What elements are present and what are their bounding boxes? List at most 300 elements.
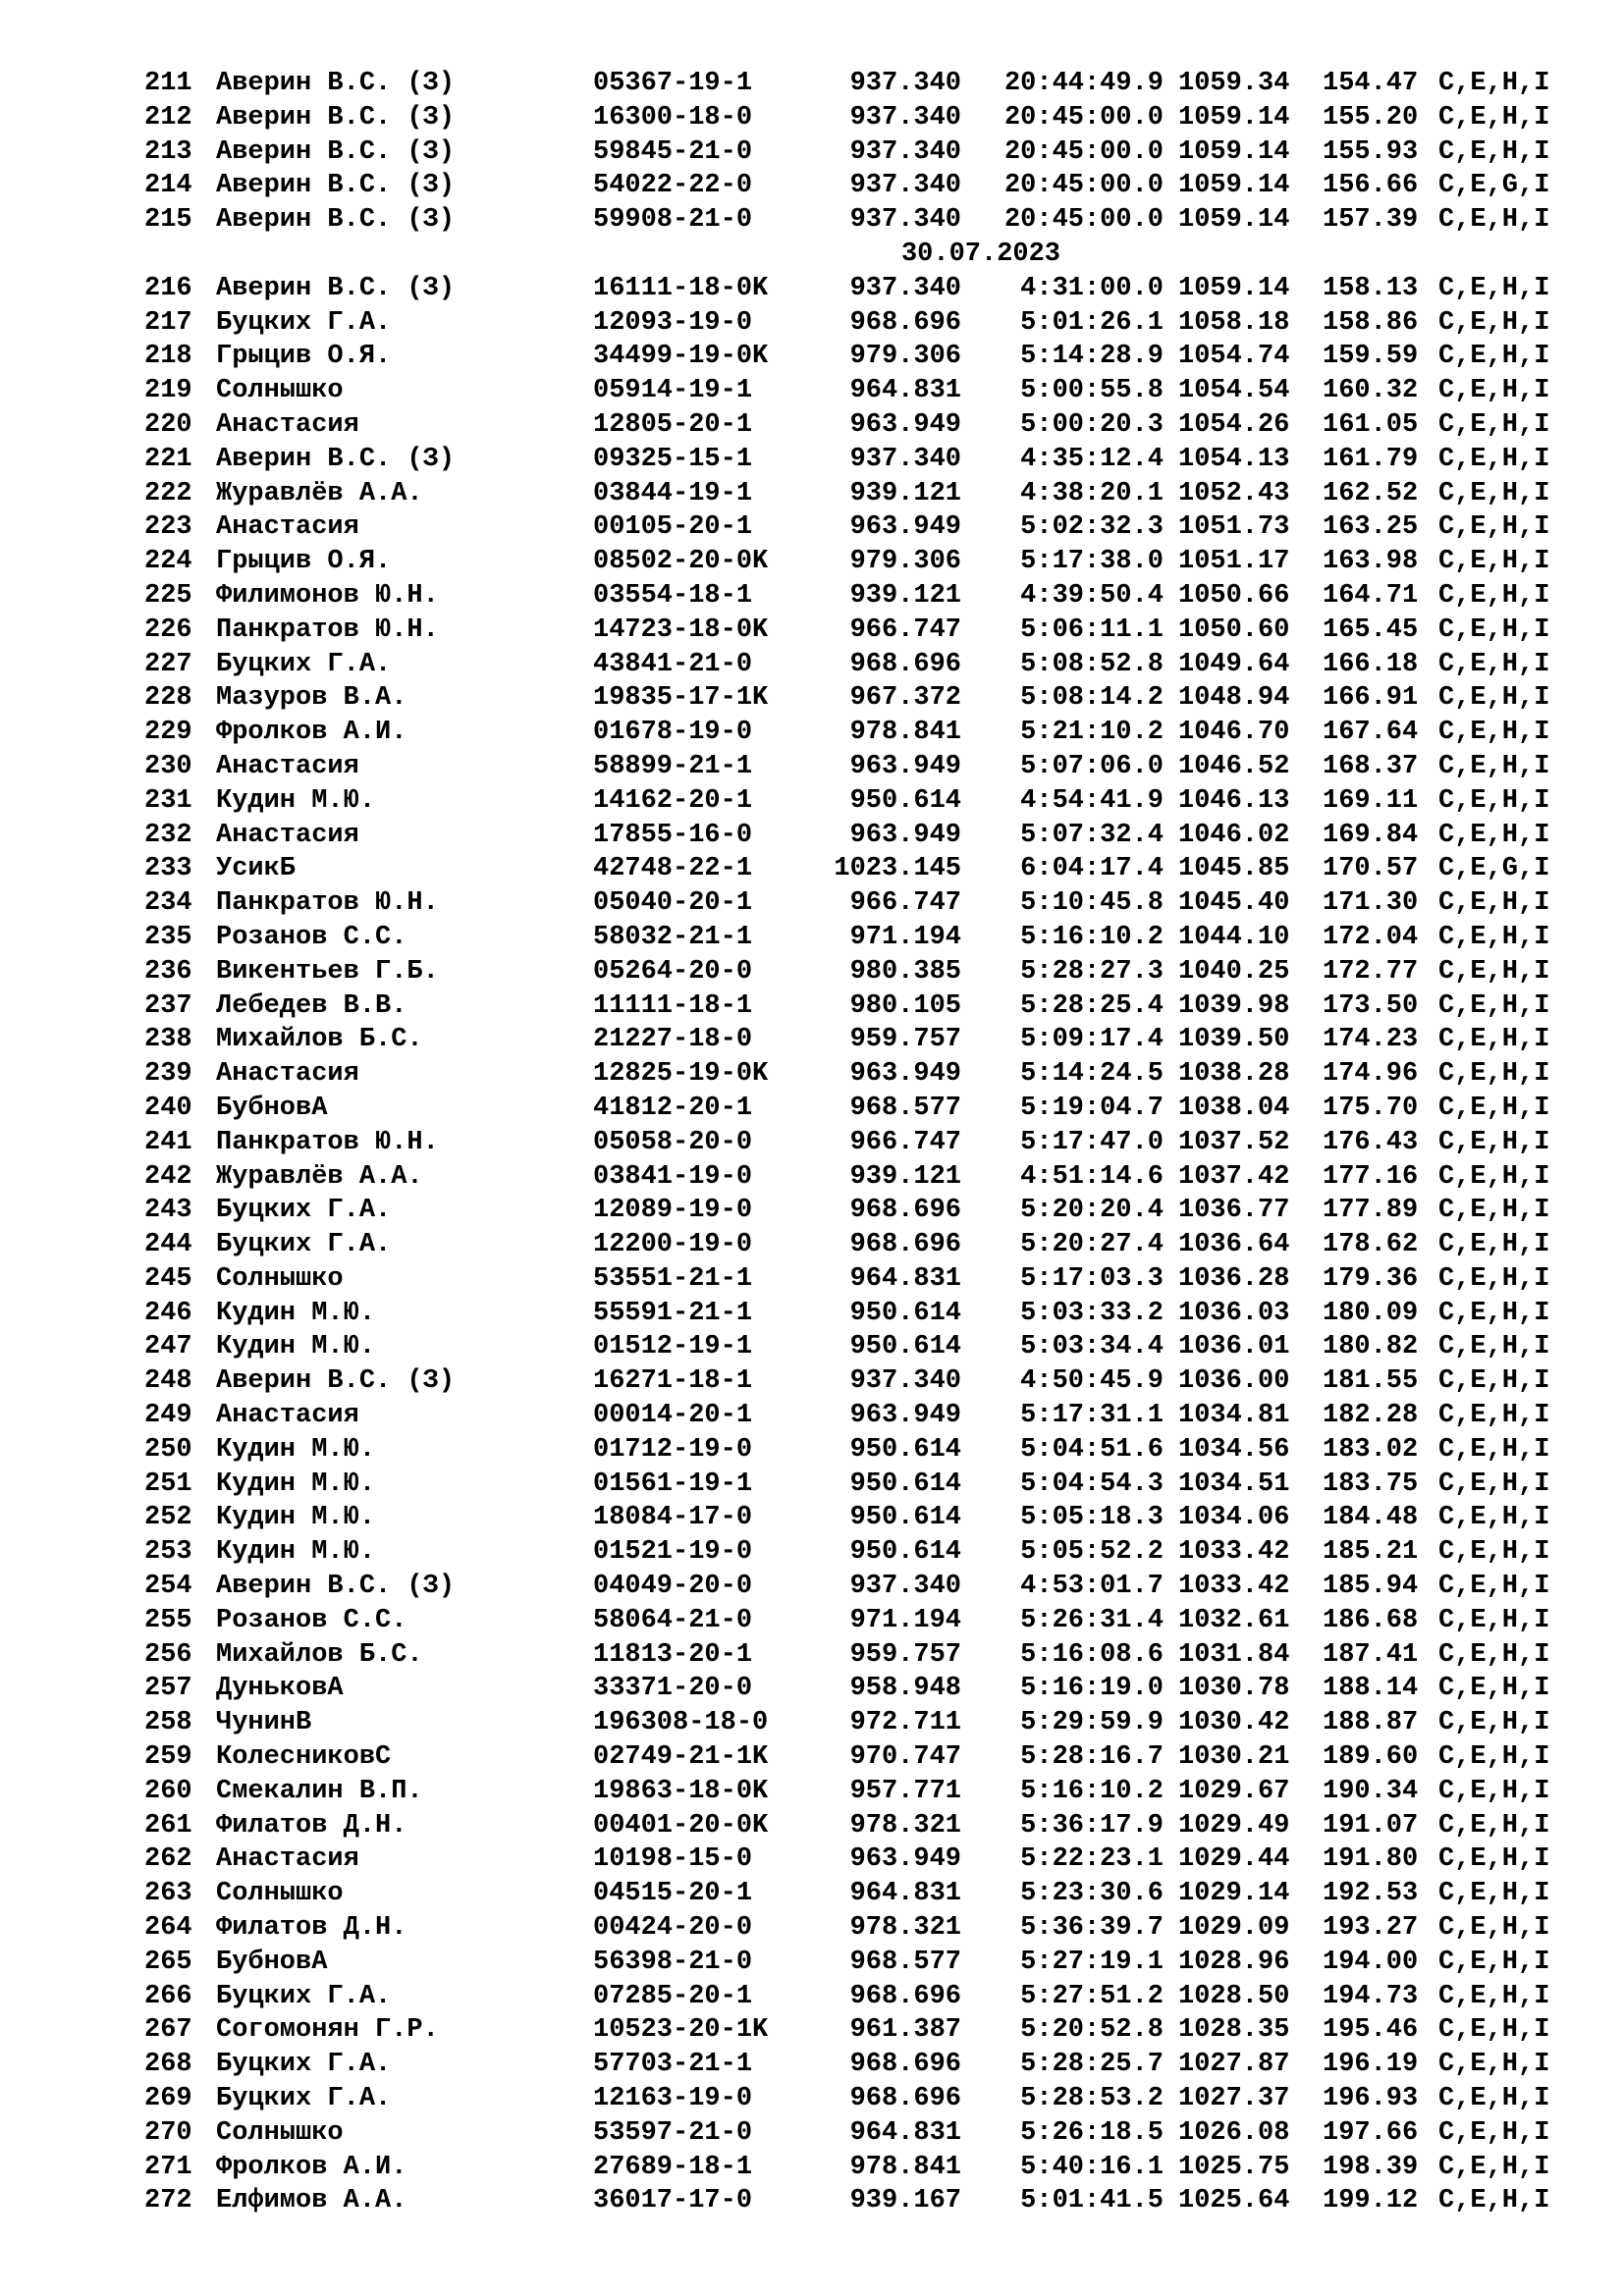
arrival-time-cell: 5:17:03.3 bbox=[1020, 1263, 1164, 1294]
distance-cell: 979.306 bbox=[849, 342, 961, 372]
rank-cell: 270 bbox=[144, 2117, 192, 2148]
class-cell: C,E,H,I bbox=[1438, 1572, 1550, 1602]
distance-cell: 937.340 bbox=[849, 444, 961, 474]
ring-number-cell: 11813-20-1 bbox=[593, 1639, 753, 1670]
points-cell: 172.04 bbox=[1323, 922, 1419, 952]
class-cell: C,E,H,I bbox=[1438, 1263, 1550, 1294]
points-cell: 190.34 bbox=[1323, 1776, 1419, 1806]
points-cell: 181.55 bbox=[1323, 1366, 1419, 1397]
distance-cell: 959.757 bbox=[849, 1639, 961, 1670]
fancier-name-cell: Анастасия bbox=[216, 409, 359, 440]
class-cell: C,E,H,I bbox=[1438, 1196, 1550, 1226]
rank-cell: 222 bbox=[144, 478, 192, 508]
arrival-time-cell: 5:28:53.2 bbox=[1020, 2084, 1164, 2114]
distance-cell: 967.372 bbox=[849, 683, 961, 714]
rank-cell: 241 bbox=[144, 1127, 192, 1157]
speed-cell: 1030.78 bbox=[1178, 1674, 1290, 1704]
fancier-name-cell: Фролков А.И. bbox=[216, 718, 407, 748]
speed-cell: 1044.10 bbox=[1178, 922, 1290, 952]
ring-number-cell: 04049-20-0 bbox=[593, 1572, 753, 1602]
rank-cell: 272 bbox=[144, 2186, 192, 2216]
points-cell: 182.28 bbox=[1323, 1401, 1419, 1431]
rank-cell: 230 bbox=[144, 751, 192, 781]
distance-cell: 950.614 bbox=[849, 1537, 961, 1568]
speed-cell: 1051.73 bbox=[1178, 512, 1290, 543]
fancier-name-cell: Грыцив О.Я. bbox=[216, 342, 392, 372]
ring-number-cell: 00401-20-0K bbox=[593, 1810, 769, 1841]
speed-cell: 1059.14 bbox=[1178, 171, 1290, 201]
ring-number-cell: 00014-20-1 bbox=[593, 1401, 753, 1431]
arrival-time-cell: 5:03:33.2 bbox=[1020, 1298, 1164, 1328]
fancier-name-cell: Кудин М.Ю. bbox=[216, 1434, 376, 1465]
fancier-name-cell: Грыцив О.Я. bbox=[216, 547, 392, 577]
speed-cell: 1036.01 bbox=[1178, 1332, 1290, 1362]
arrival-time-cell: 4:31:00.0 bbox=[1020, 273, 1164, 303]
speed-cell: 1027.87 bbox=[1178, 2050, 1290, 2080]
class-cell: C,E,H,I bbox=[1438, 478, 1550, 508]
rank-cell: 239 bbox=[144, 1059, 192, 1090]
ring-number-cell: 36017-17-0 bbox=[593, 2186, 753, 2216]
table-row bbox=[0, 1126, 1624, 1160]
distance-cell: 950.614 bbox=[849, 1298, 961, 1328]
distance-cell: 937.340 bbox=[849, 69, 961, 98]
table-row bbox=[0, 477, 1624, 511]
results-table bbox=[0, 67, 1624, 2218]
distance-cell: 968.696 bbox=[849, 1230, 961, 1260]
distance-cell: 939.167 bbox=[849, 2186, 961, 2216]
speed-cell: 1028.50 bbox=[1178, 1981, 1290, 2011]
arrival-time-cell: 6:04:17.4 bbox=[1020, 854, 1164, 884]
speed-cell: 1040.25 bbox=[1178, 956, 1290, 987]
arrival-time-cell: 5:00:55.8 bbox=[1020, 376, 1164, 406]
points-cell: 195.46 bbox=[1323, 2015, 1419, 2046]
fancier-name-cell: Филимонов Ю.Н. bbox=[216, 580, 439, 611]
speed-cell: 1036.64 bbox=[1178, 1230, 1290, 1260]
fancier-name-cell: Кудин М.Ю. bbox=[216, 1332, 376, 1362]
class-cell: C,E,H,I bbox=[1438, 102, 1550, 133]
table-row bbox=[0, 648, 1624, 682]
fancier-name-cell: Анастасия bbox=[216, 512, 359, 543]
rank-cell: 258 bbox=[144, 1708, 192, 1738]
points-cell: 172.77 bbox=[1323, 956, 1419, 987]
ring-number-cell: 33371-20-0 bbox=[593, 1674, 753, 1704]
points-cell: 184.48 bbox=[1323, 1503, 1419, 1533]
points-cell: 196.19 bbox=[1323, 2050, 1419, 2080]
fancier-name-cell: Розанов С.С. bbox=[216, 922, 407, 952]
class-cell: C,E,H,I bbox=[1438, 1674, 1550, 1704]
ring-number-cell: 12163-19-0 bbox=[593, 2084, 753, 2114]
points-cell: 189.60 bbox=[1323, 1742, 1419, 1773]
distance-cell: 968.696 bbox=[849, 2084, 961, 2114]
rank-cell: 234 bbox=[144, 888, 192, 919]
class-cell: C,E,H,I bbox=[1438, 1605, 1550, 1635]
fancier-name-cell: Буцких Г.А. bbox=[216, 649, 392, 679]
class-cell: C,E,H,I bbox=[1438, 1742, 1550, 1773]
speed-cell: 1038.28 bbox=[1178, 1059, 1290, 1090]
class-cell: C,E,H,I bbox=[1438, 1537, 1550, 1568]
rank-cell: 260 bbox=[144, 1776, 192, 1806]
table-row bbox=[0, 203, 1624, 238]
table-row bbox=[0, 1946, 1624, 1980]
points-cell: 166.18 bbox=[1323, 649, 1419, 679]
table-row bbox=[0, 1809, 1624, 1843]
rank-cell: 225 bbox=[144, 580, 192, 611]
arrival-time-cell: 5:22:23.1 bbox=[1020, 1844, 1164, 1875]
speed-cell: 1059.14 bbox=[1178, 205, 1290, 236]
points-cell: 154.47 bbox=[1323, 69, 1419, 98]
ring-number-cell: 11111-18-1 bbox=[593, 990, 753, 1021]
fancier-name-cell: Журавлёв А.А. bbox=[216, 1161, 423, 1192]
speed-cell: 1050.66 bbox=[1178, 580, 1290, 611]
fancier-name-cell: Буцких Г.А. bbox=[216, 1230, 392, 1260]
distance-cell: 959.757 bbox=[849, 1025, 961, 1055]
ring-number-cell: 14723-18-0K bbox=[593, 614, 769, 645]
ring-number-cell: 01712-19-0 bbox=[593, 1434, 753, 1465]
fancier-name-cell: Филатов Д.Н. bbox=[216, 1913, 407, 1944]
class-cell: C,E,H,I bbox=[1438, 922, 1550, 952]
table-row bbox=[0, 1501, 1624, 1535]
ring-number-cell: 05367-19-1 bbox=[593, 69, 753, 98]
fancier-name-cell: Панкратов Ю.Н. bbox=[216, 888, 439, 919]
points-cell: 158.13 bbox=[1323, 273, 1419, 303]
arrival-time-cell: 4:39:50.4 bbox=[1020, 580, 1164, 611]
rank-cell: 246 bbox=[144, 1298, 192, 1328]
class-cell: C,E,H,I bbox=[1438, 888, 1550, 919]
fancier-name-cell: Аверин В.С. (З) bbox=[216, 205, 456, 236]
arrival-time-cell: 5:17:31.1 bbox=[1020, 1401, 1164, 1431]
ring-number-cell: 12200-19-0 bbox=[593, 1230, 753, 1260]
ring-number-cell: 16300-18-0 bbox=[593, 102, 753, 133]
rank-cell: 244 bbox=[144, 1230, 192, 1260]
rank-cell: 267 bbox=[144, 2015, 192, 2046]
rank-cell: 257 bbox=[144, 1674, 192, 1704]
ring-number-cell: 18084-17-0 bbox=[593, 1503, 753, 1533]
ring-number-cell: 21227-18-0 bbox=[593, 1025, 753, 1055]
arrival-time-cell: 20:45:00.0 bbox=[1003, 205, 1164, 236]
distance-cell: 968.577 bbox=[849, 1947, 961, 1977]
rank-cell: 253 bbox=[144, 1537, 192, 1568]
fancier-name-cell: Розанов С.С. bbox=[216, 1605, 407, 1635]
class-cell: C,E,H,I bbox=[1438, 1776, 1550, 1806]
ring-number-cell: 56398-21-0 bbox=[593, 1947, 753, 1977]
table-row bbox=[0, 272, 1624, 306]
fancier-name-cell: Кудин М.Ю. bbox=[216, 1468, 376, 1499]
distance-cell: 950.614 bbox=[849, 785, 961, 816]
class-cell: C,E,H,I bbox=[1438, 1879, 1550, 1909]
distance-cell: 939.121 bbox=[849, 478, 961, 508]
points-cell: 155.20 bbox=[1323, 102, 1419, 133]
arrival-time-cell: 5:20:52.8 bbox=[1020, 2015, 1164, 2046]
class-cell: C,E,H,I bbox=[1438, 1981, 1550, 2011]
fancier-name-cell: Аверин В.С. (З) bbox=[216, 69, 456, 98]
arrival-time-cell: 4:54:41.9 bbox=[1020, 785, 1164, 816]
class-cell: C,E,H,I bbox=[1438, 444, 1550, 474]
distance-cell: 957.771 bbox=[849, 1776, 961, 1806]
distance-cell: 978.321 bbox=[849, 1913, 961, 1944]
table-row bbox=[0, 1262, 1624, 1297]
arrival-time-cell: 20:45:00.0 bbox=[1003, 102, 1164, 133]
distance-cell: 950.614 bbox=[849, 1332, 961, 1362]
table-row bbox=[0, 1364, 1624, 1399]
date-label: 30.07.2023 bbox=[900, 239, 1061, 269]
table-row bbox=[0, 135, 1624, 170]
table-row bbox=[0, 1740, 1624, 1775]
points-cell: 191.07 bbox=[1323, 1810, 1419, 1841]
points-cell: 164.71 bbox=[1323, 580, 1419, 611]
ring-number-cell: 08502-20-0K bbox=[593, 547, 769, 577]
fancier-name-cell: Смекалин В.П. bbox=[216, 1776, 423, 1806]
arrival-time-cell: 5:14:28.9 bbox=[1020, 342, 1164, 372]
fancier-name-cell: Панкратов Ю.Н. bbox=[216, 614, 439, 645]
class-cell: C,E,H,I bbox=[1438, 1093, 1550, 1123]
points-cell: 187.41 bbox=[1323, 1639, 1419, 1670]
fancier-name-cell: ДуньковА bbox=[216, 1674, 344, 1704]
rank-cell: 261 bbox=[144, 1810, 192, 1841]
class-cell: C,E,H,I bbox=[1438, 956, 1550, 987]
table-row bbox=[0, 784, 1624, 819]
distance-cell: 966.747 bbox=[849, 614, 961, 645]
table-row bbox=[0, 1604, 1624, 1638]
rank-cell: 223 bbox=[144, 512, 192, 543]
class-cell: C,E,H,I bbox=[1438, 1844, 1550, 1875]
arrival-time-cell: 5:17:47.0 bbox=[1020, 1127, 1164, 1157]
points-cell: 180.09 bbox=[1323, 1298, 1419, 1328]
rank-cell: 247 bbox=[144, 1332, 192, 1362]
class-cell: C,E,H,I bbox=[1438, 1298, 1550, 1328]
speed-cell: 1030.42 bbox=[1178, 1708, 1290, 1738]
arrival-time-cell: 5:08:52.8 bbox=[1020, 649, 1164, 679]
arrival-time-cell: 5:28:25.7 bbox=[1020, 2050, 1164, 2080]
table-row bbox=[0, 1023, 1624, 1057]
ring-number-cell: 16271-18-1 bbox=[593, 1366, 753, 1397]
fancier-name-cell: Елфимов А.А. bbox=[216, 2186, 407, 2216]
points-cell: 199.12 bbox=[1323, 2186, 1419, 2216]
distance-cell: 979.306 bbox=[849, 547, 961, 577]
fancier-name-cell: КолесниковС bbox=[216, 1742, 392, 1773]
ring-number-cell: 59845-21-0 bbox=[593, 136, 753, 167]
ring-number-cell: 53597-21-0 bbox=[593, 2117, 753, 2148]
speed-cell: 1034.06 bbox=[1178, 1503, 1290, 1533]
table-row bbox=[0, 579, 1624, 614]
points-cell: 198.39 bbox=[1323, 2152, 1419, 2182]
rank-cell: 218 bbox=[144, 342, 192, 372]
arrival-time-cell: 5:03:34.4 bbox=[1020, 1332, 1164, 1362]
speed-cell: 1045.40 bbox=[1178, 888, 1290, 919]
fancier-name-cell: БубновА bbox=[216, 1093, 328, 1123]
rank-cell: 263 bbox=[144, 1879, 192, 1909]
distance-cell: 958.948 bbox=[849, 1674, 961, 1704]
points-cell: 178.62 bbox=[1323, 1230, 1419, 1260]
points-cell: 159.59 bbox=[1323, 342, 1419, 372]
distance-cell: 964.831 bbox=[849, 1879, 961, 1909]
table-row bbox=[0, 716, 1624, 750]
ring-number-cell: 01512-19-1 bbox=[593, 1332, 753, 1362]
speed-cell: 1039.98 bbox=[1178, 990, 1290, 1021]
speed-cell: 1054.26 bbox=[1178, 409, 1290, 440]
ring-number-cell: 09325-15-1 bbox=[593, 444, 753, 474]
class-cell: C,E,H,I bbox=[1438, 1468, 1550, 1499]
distance-cell: 963.949 bbox=[849, 512, 961, 543]
rank-cell: 262 bbox=[144, 1844, 192, 1875]
class-cell: C,E,H,I bbox=[1438, 512, 1550, 543]
table-row bbox=[0, 101, 1624, 135]
distance-cell: 950.614 bbox=[849, 1503, 961, 1533]
arrival-time-cell: 5:16:08.6 bbox=[1020, 1639, 1164, 1670]
rank-cell: 237 bbox=[144, 990, 192, 1021]
ring-number-cell: 03841-19-0 bbox=[593, 1161, 753, 1192]
points-cell: 193.27 bbox=[1323, 1913, 1419, 1944]
arrival-time-cell: 5:27:51.2 bbox=[1020, 1981, 1164, 2011]
rank-cell: 231 bbox=[144, 785, 192, 816]
class-cell: C,E,H,I bbox=[1438, 1708, 1550, 1738]
points-cell: 188.87 bbox=[1323, 1708, 1419, 1738]
date-separator bbox=[0, 238, 1624, 272]
distance-cell: 937.340 bbox=[849, 273, 961, 303]
fancier-name-cell: Солнышко bbox=[216, 1879, 344, 1909]
class-cell: C,E,G,I bbox=[1438, 854, 1550, 884]
ring-number-cell: 12805-20-1 bbox=[593, 409, 753, 440]
fancier-name-cell: Кудин М.Ю. bbox=[216, 1298, 376, 1328]
ring-number-cell: 54022-22-0 bbox=[593, 171, 753, 201]
ring-number-cell: 01561-19-1 bbox=[593, 1468, 753, 1499]
ring-number-cell: 27689-18-1 bbox=[593, 2152, 753, 2182]
table-row bbox=[0, 2082, 1624, 2116]
fancier-name-cell: Михайлов Б.С. bbox=[216, 1639, 423, 1670]
points-cell: 170.57 bbox=[1323, 854, 1419, 884]
ring-number-cell: 12825-19-0K bbox=[593, 1059, 769, 1090]
speed-cell: 1025.64 bbox=[1178, 2186, 1290, 2216]
arrival-time-cell: 5:09:17.4 bbox=[1020, 1025, 1164, 1055]
arrival-time-cell: 5:28:16.7 bbox=[1020, 1742, 1164, 1773]
arrival-time-cell: 5:29:59.9 bbox=[1020, 1708, 1164, 1738]
distance-cell: 937.340 bbox=[849, 205, 961, 236]
arrival-time-cell: 5:14:24.5 bbox=[1020, 1059, 1164, 1090]
rank-cell: 226 bbox=[144, 614, 192, 645]
ring-number-cell: 59908-21-0 bbox=[593, 205, 753, 236]
points-cell: 177.16 bbox=[1323, 1161, 1419, 1192]
distance-cell: 968.696 bbox=[849, 2050, 961, 2080]
distance-cell: 963.949 bbox=[849, 1401, 961, 1431]
arrival-time-cell: 20:45:00.0 bbox=[1003, 136, 1164, 167]
points-cell: 166.91 bbox=[1323, 683, 1419, 714]
points-cell: 160.32 bbox=[1323, 376, 1419, 406]
arrival-time-cell: 5:07:32.4 bbox=[1020, 820, 1164, 850]
class-cell: C,E,H,I bbox=[1438, 751, 1550, 781]
points-cell: 179.36 bbox=[1323, 1263, 1419, 1294]
distance-cell: 950.614 bbox=[849, 1434, 961, 1465]
speed-cell: 1033.42 bbox=[1178, 1537, 1290, 1568]
distance-cell: 978.841 bbox=[849, 718, 961, 748]
class-cell: C,E,H,I bbox=[1438, 1161, 1550, 1192]
rank-cell: 236 bbox=[144, 956, 192, 987]
distance-cell: 980.385 bbox=[849, 956, 961, 987]
rank-cell: 238 bbox=[144, 1025, 192, 1055]
fancier-name-cell: Буцких Г.А. bbox=[216, 1981, 392, 2011]
rank-cell: 243 bbox=[144, 1196, 192, 1226]
arrival-time-cell: 5:00:20.3 bbox=[1020, 409, 1164, 440]
class-cell: C,E,H,I bbox=[1438, 1127, 1550, 1157]
points-cell: 185.94 bbox=[1323, 1572, 1419, 1602]
class-cell: C,E,H,I bbox=[1438, 785, 1550, 816]
table-row bbox=[0, 614, 1624, 648]
points-cell: 163.98 bbox=[1323, 547, 1419, 577]
ring-number-cell: 14162-20-1 bbox=[593, 785, 753, 816]
class-cell: C,E,H,I bbox=[1438, 2152, 1550, 2182]
rank-cell: 240 bbox=[144, 1093, 192, 1123]
ring-number-cell: 19863-18-0K bbox=[593, 1776, 769, 1806]
fancier-name-cell: Панкратов Ю.Н. bbox=[216, 1127, 439, 1157]
arrival-time-cell: 5:28:27.3 bbox=[1020, 956, 1164, 987]
fancier-name-cell: Аверин В.С. (З) bbox=[216, 1572, 456, 1602]
class-cell: C,E,H,I bbox=[1438, 718, 1550, 748]
rank-cell: 259 bbox=[144, 1742, 192, 1773]
fancier-name-cell: Журавлёв А.А. bbox=[216, 478, 423, 508]
points-cell: 194.00 bbox=[1323, 1947, 1419, 1977]
speed-cell: 1029.67 bbox=[1178, 1776, 1290, 1806]
ring-number-cell: 41812-20-1 bbox=[593, 1093, 753, 1123]
ring-number-cell: 05914-19-1 bbox=[593, 376, 753, 406]
distance-cell: 963.949 bbox=[849, 820, 961, 850]
ring-number-cell: 10523-20-1K bbox=[593, 2015, 769, 2046]
class-cell: C,E,H,I bbox=[1438, 1913, 1550, 1944]
distance-cell: 968.577 bbox=[849, 1093, 961, 1123]
table-row bbox=[0, 1570, 1624, 1604]
arrival-time-cell: 5:04:51.6 bbox=[1020, 1434, 1164, 1465]
distance-cell: 964.831 bbox=[849, 376, 961, 406]
rank-cell: 217 bbox=[144, 307, 192, 338]
points-cell: 177.89 bbox=[1323, 1196, 1419, 1226]
points-cell: 197.66 bbox=[1323, 2117, 1419, 2148]
ring-number-cell: 19835-17-1K bbox=[593, 683, 769, 714]
points-cell: 158.86 bbox=[1323, 307, 1419, 338]
distance-cell: 968.696 bbox=[849, 649, 961, 679]
speed-cell: 1025.75 bbox=[1178, 2152, 1290, 2182]
arrival-time-cell: 20:45:00.0 bbox=[1003, 171, 1164, 201]
fancier-name-cell: Солнышко bbox=[216, 1263, 344, 1294]
speed-cell: 1046.02 bbox=[1178, 820, 1290, 850]
speed-cell: 1054.74 bbox=[1178, 342, 1290, 372]
table-row bbox=[0, 819, 1624, 853]
ring-number-cell: 00424-20-0 bbox=[593, 1913, 753, 1944]
points-cell: 162.52 bbox=[1323, 478, 1419, 508]
table-row bbox=[0, 169, 1624, 203]
table-row bbox=[0, 67, 1624, 101]
ring-number-cell: 03554-18-1 bbox=[593, 580, 753, 611]
class-cell: C,E,H,I bbox=[1438, 307, 1550, 338]
arrival-time-cell: 5:36:39.7 bbox=[1020, 1913, 1164, 1944]
table-row bbox=[0, 1092, 1624, 1126]
fancier-name-cell: Солнышко bbox=[216, 376, 344, 406]
fancier-name-cell: Филатов Д.Н. bbox=[216, 1810, 407, 1841]
class-cell: C,E,H,I bbox=[1438, 409, 1550, 440]
arrival-time-cell: 5:01:41.5 bbox=[1020, 2186, 1164, 2216]
table-row bbox=[0, 955, 1624, 989]
rank-cell: 235 bbox=[144, 922, 192, 952]
class-cell: C,E,H,I bbox=[1438, 683, 1550, 714]
class-cell: C,E,H,I bbox=[1438, 205, 1550, 236]
table-row bbox=[0, 1399, 1624, 1433]
arrival-time-cell: 5:21:10.2 bbox=[1020, 718, 1164, 748]
ring-number-cell: 17855-16-0 bbox=[593, 820, 753, 850]
speed-cell: 1049.64 bbox=[1178, 649, 1290, 679]
speed-cell: 1046.70 bbox=[1178, 718, 1290, 748]
speed-cell: 1034.81 bbox=[1178, 1401, 1290, 1431]
table-row bbox=[0, 443, 1624, 477]
speed-cell: 1029.14 bbox=[1178, 1879, 1290, 1909]
table-row bbox=[0, 1775, 1624, 1809]
arrival-time-cell: 5:06:11.1 bbox=[1020, 614, 1164, 645]
distance-cell: 978.841 bbox=[849, 2152, 961, 2182]
